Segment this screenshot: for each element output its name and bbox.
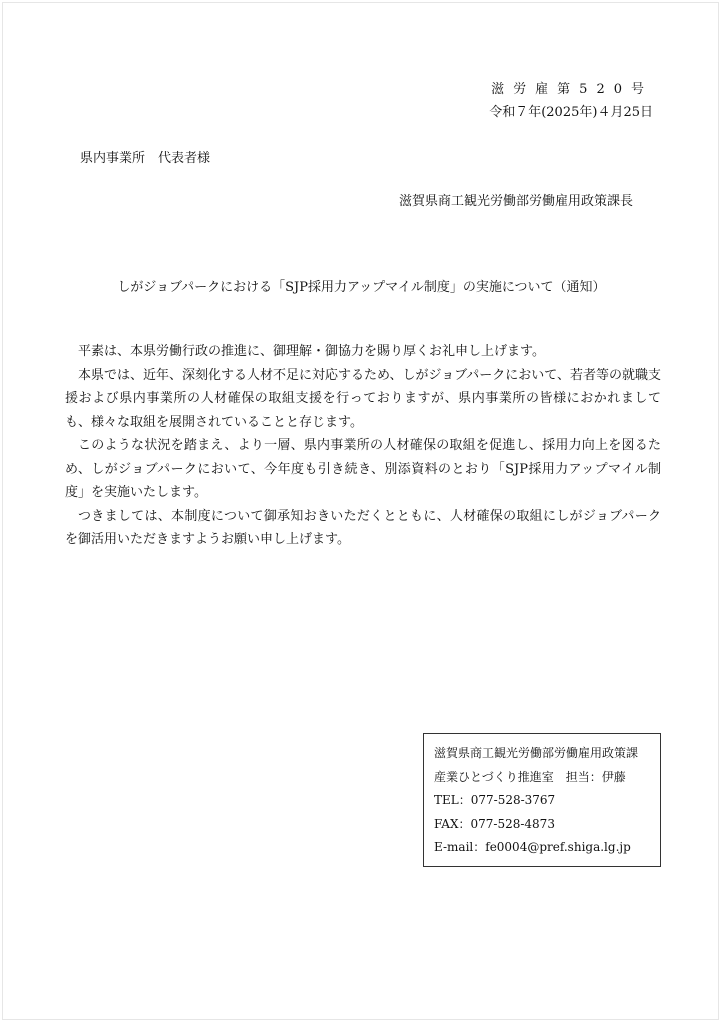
body-paragraph: つきましては、本制度について御承知おきいただくとともに、人材確保の取組にしがジョブパークを御活用いただきますようお願い申し上げます。 — [65, 508, 661, 547]
recipient: 県内事業所 代表者様 — [80, 151, 211, 166]
contact-email[interactable]: E-mail：fe0004@pref.shiga.lg.jp — [434, 840, 631, 854]
body-paragraph: 平素は、本県労働行政の推進に、御理解・御協力を賜り厚くお礼申し上げます。 — [78, 344, 545, 359]
contact-department: 滋賀県商工観光労働部労働雇用政策課 — [434, 746, 639, 760]
body-paragraph: 本県では、近年、深刻化する人材不足に対応するため、しがジョブパークにおいて、若者等の就職支援および県内事業所の人材確保の取組支援を行っておりますが、県内事業所の皆様におかれましても、様々な取組を展開されていることと存じます。 — [65, 367, 661, 430]
contact-office: 産業ひとづくり推進室 担当：伊藤 — [434, 769, 626, 784]
sender: 滋賀県商工観光労働部労働雇用政策課長 — [398, 194, 633, 209]
contact-fax: FAX：077-528-4873 — [434, 816, 555, 831]
document-number: 滋労雇第520号 — [491, 82, 653, 97]
contact-tel: TEL：077-528-3767 — [434, 793, 556, 807]
document-date: 令和７年(2025年)４月25日 — [489, 105, 653, 120]
body-paragraph: このような状況を踏まえ、より一層、県内事業所の人材確保の取組を促進し、採用力向上を図るため、しがジョブパークにおいて、今年度も引き続き、別添資料のとおり「SJP採用力アップマイル制度」を実施いたします。 — [65, 438, 661, 500]
document-body — [65, 340, 661, 552]
contact-box — [423, 733, 661, 867]
document-title: しがジョブパークにおける「SJP採用力アップマイル制度」の実施について（通知） — [117, 280, 606, 295]
